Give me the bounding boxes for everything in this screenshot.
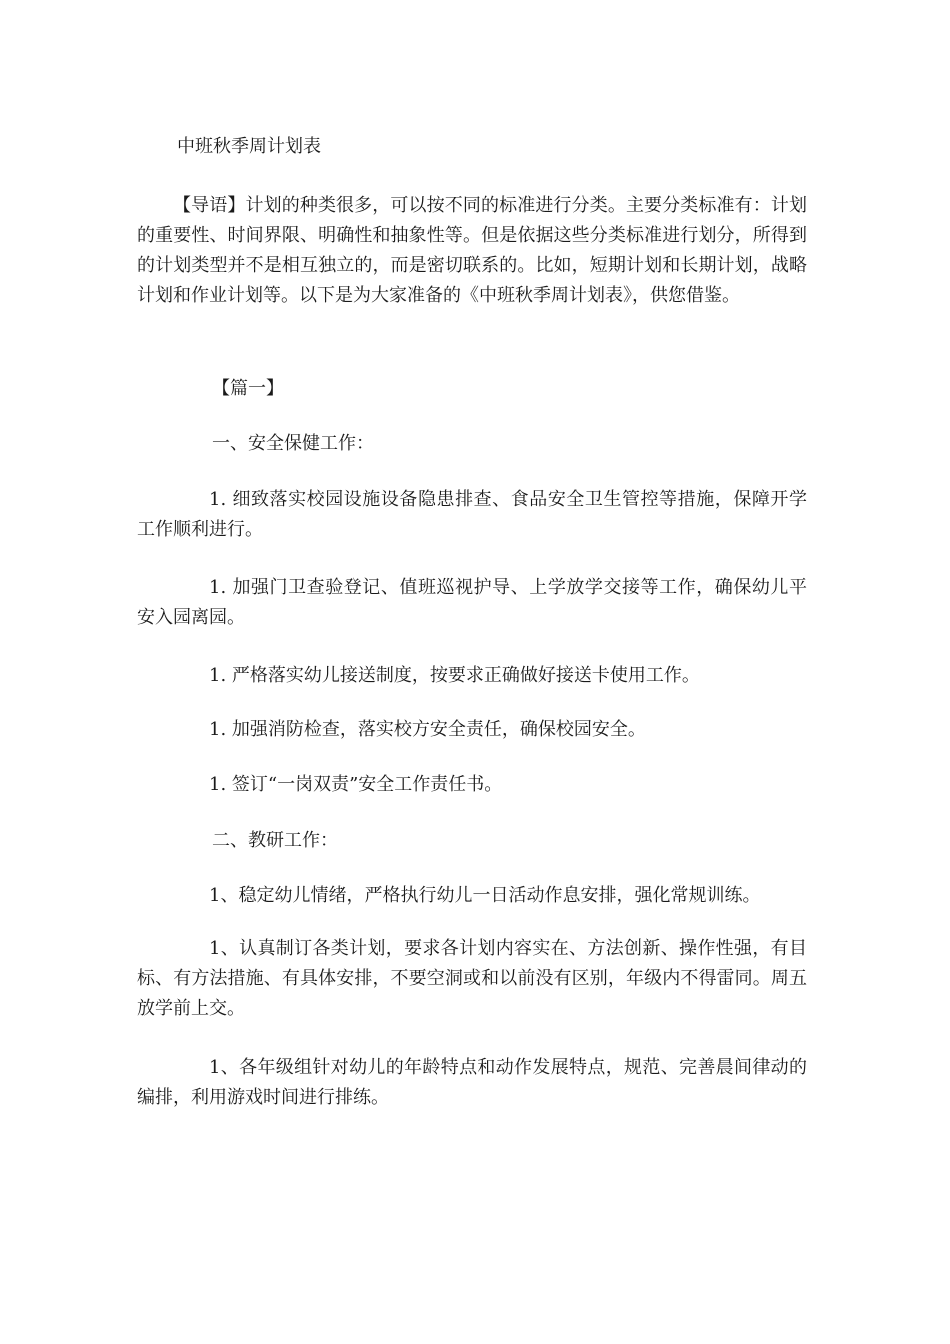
document-title: 中班秋季周计划表 — [177, 136, 321, 157]
section-heading-teaching-research: 二、教研工作： — [212, 830, 338, 851]
safety-item: 1. 严格落实幼儿接送制度，按要求正确做好接送卡使用工作。 — [209, 665, 700, 686]
teaching-item: 1、各年级组针对幼儿的年龄特点和动作发展特点，规范、完善晨间律动的编排，利用游戏时间进行排练。 — [137, 1057, 807, 1108]
safety-item: 1. 加强门卫查验登记、值班巡视护导、上学放学交接等工作，确保幼儿平安入园离园。 — [137, 577, 807, 628]
part-heading: 【篇一】 — [212, 378, 284, 399]
teaching-item: 1、认真制订各类计划，要求各计划内容实在、方法创新、操作性强，有目标、有方法措施、有具体安排，不要空洞或和以前没有区别，年级内不得雷同。周五放学前上交。 — [137, 938, 807, 1019]
teaching-item: 1、稳定幼儿情绪，严格执行幼儿一日活动作息安排，强化常规训练。 — [209, 885, 761, 906]
intro-paragraph: 【导语】计划的种类很多，可以按不同的标准进行分类。主要分类标准有：计划的重要性、时间界限、明确性和抽象性等。但是依据这些分类标准进行划分，所得到的计划类型并不是相互独立的，而是密切联系的。比如，短期计划和长期计划，战略计划和作业计划等。以下是为大家准备的《中班秋季周计划表》，供您借鉴。 — [137, 195, 807, 306]
safety-item: 1. 加强消防检查，落实校方安全责任，确保校园安全。 — [209, 719, 646, 740]
safety-item: 1. 签订“一岗双责”安全工作责任书。 — [209, 774, 503, 795]
section-heading-safety: 一、安全保健工作： — [212, 433, 374, 454]
safety-item: 1. 细致落实校园设施设备隐患排查、食品安全卫生管控等措施，保障开学工作顺利进行。 — [137, 489, 807, 540]
